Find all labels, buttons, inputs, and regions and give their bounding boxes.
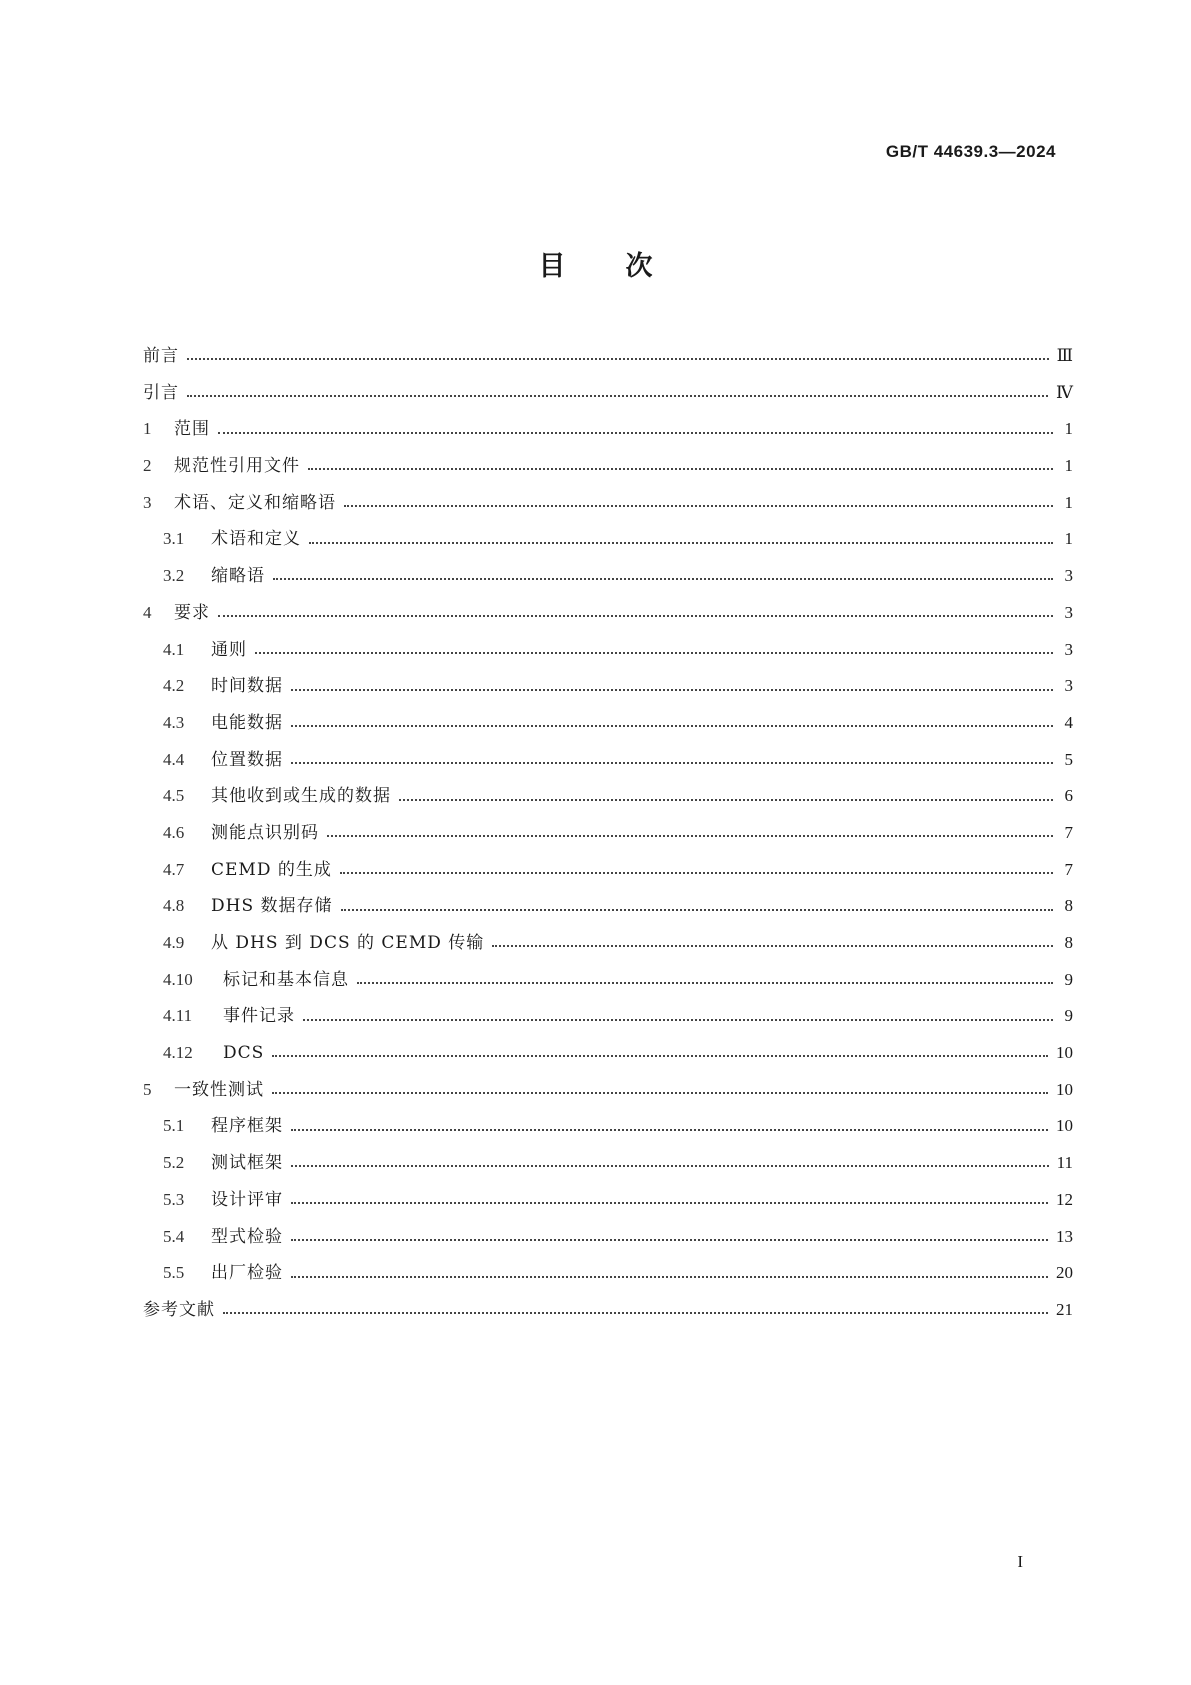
dot-leader <box>187 395 1048 397</box>
toc-entry-number: 4.2 <box>163 676 185 696</box>
toc-entry[interactable] <box>143 485 1073 522</box>
toc-entry[interactable] <box>143 595 1073 632</box>
toc-entry-page: 9 <box>1064 969 1073 989</box>
standard-number: GB/T 44639.3—2024 <box>885 142 1056 161</box>
dot-leader <box>187 358 1049 360</box>
toc-entry-page: Ⅲ <box>1056 346 1073 365</box>
toc-entry-title: 缩略语 <box>211 566 265 587</box>
toc-entry[interactable] <box>143 375 1073 412</box>
dot-leader <box>255 652 1053 654</box>
dot-leader <box>291 689 1053 691</box>
dot-leader <box>308 468 1053 470</box>
toc-entry-title: 其他收到或生成的数据 <box>211 786 391 807</box>
toc-entry-page: 9 <box>1064 1006 1073 1026</box>
toc-entry-title: 要求 <box>174 602 210 623</box>
toc-entry-title: 时间数据 <box>211 676 283 697</box>
dot-leader <box>291 1165 1049 1167</box>
toc-entry-page: 3 <box>1064 602 1073 622</box>
toc-entry-title: 一致性测试 <box>174 1079 264 1100</box>
toc-entry-title: 引言 <box>143 382 179 403</box>
dot-leader <box>291 1239 1048 1241</box>
toc-entry[interactable] <box>143 888 1073 925</box>
toc-entry-page: 5 <box>1064 749 1073 769</box>
toc-entry-page: 10 <box>1056 1043 1073 1063</box>
toc-entry-number: 4.8 <box>163 896 185 916</box>
dot-leader <box>272 1055 1048 1057</box>
toc-entry-number: 5 <box>143 1079 152 1099</box>
toc-entry-page: 10 <box>1056 1116 1073 1136</box>
toc-entry-page: 10 <box>1056 1079 1073 1099</box>
toc-entry[interactable] <box>143 998 1073 1035</box>
toc-entry-page: 3 <box>1064 676 1073 696</box>
toc-entry-title: 范围 <box>174 419 210 440</box>
toc-entry-title: CEMD 的生成 <box>211 859 332 880</box>
toc-entry-title: DCS <box>223 1043 265 1064</box>
toc-entry-number: 4.1 <box>163 639 185 659</box>
dot-leader <box>291 1276 1048 1278</box>
toc-entry[interactable] <box>143 852 1073 889</box>
toc-entry[interactable] <box>143 558 1073 595</box>
toc-entry-number: 4.4 <box>163 749 185 769</box>
toc-entry[interactable] <box>143 448 1073 485</box>
toc-entry[interactable] <box>143 705 1073 742</box>
dot-leader <box>399 799 1053 801</box>
toc-entry-page: Ⅳ <box>1056 382 1073 402</box>
toc-entry-title: DHS 数据存储 <box>211 896 333 917</box>
toc-entry-page: 8 <box>1064 896 1073 916</box>
toc-entry-title: 参考文献 <box>143 1299 215 1320</box>
page-number: I <box>1017 1552 1023 1571</box>
toc-entry-number: 4.6 <box>163 822 185 842</box>
dot-leader <box>327 835 1053 837</box>
toc-entry[interactable] <box>143 1035 1073 1072</box>
dot-leader <box>291 1129 1048 1131</box>
toc-entry-title: 电能数据 <box>211 712 283 733</box>
table-of-contents <box>143 338 1073 1329</box>
toc-entry[interactable] <box>143 1255 1073 1292</box>
toc-entry[interactable] <box>143 668 1073 705</box>
toc-entry[interactable] <box>143 1219 1073 1256</box>
toc-entry-number: 3 <box>143 492 152 512</box>
toc-entry-number: 3.1 <box>163 529 185 549</box>
toc-entry-page: 8 <box>1064 933 1073 952</box>
toc-entry-title: 设计评审 <box>211 1189 283 1210</box>
toc-entry-title: 测试框架 <box>211 1153 283 1174</box>
dot-leader <box>340 872 1053 874</box>
toc-entry-title: 标记和基本信息 <box>223 969 349 990</box>
toc-entry[interactable] <box>143 962 1073 999</box>
toc-entry-page: 1 <box>1064 419 1073 439</box>
toc-entry-page: 6 <box>1064 786 1073 806</box>
toc-entry-page: 11 <box>1056 1153 1073 1173</box>
toc-entry-number: 4.9 <box>163 933 185 952</box>
toc-entry[interactable] <box>143 521 1073 558</box>
toc-entry-number: 4.5 <box>163 786 185 806</box>
toc-entry[interactable] <box>143 338 1073 375</box>
toc-entry-number: 4.7 <box>163 859 185 879</box>
toc-entry-number: 4.10 <box>163 969 193 989</box>
toc-entry[interactable] <box>143 1072 1073 1109</box>
toc-entry[interactable] <box>143 632 1073 669</box>
toc-entry-page: 7 <box>1064 822 1073 842</box>
toc-entry-page: 12 <box>1056 1189 1073 1209</box>
toc-entry-title: 术语和定义 <box>211 529 301 550</box>
toc-entry-page: 21 <box>1056 1299 1073 1319</box>
toc-entry-title: 位置数据 <box>211 749 283 770</box>
toc-entry-title: 事件记录 <box>223 1006 295 1027</box>
toc-entry-page: 7 <box>1064 859 1073 879</box>
toc-entry-number: 1 <box>143 419 152 439</box>
toc-entry-page: 3 <box>1064 639 1073 659</box>
toc-entry-number: 5.2 <box>163 1153 185 1173</box>
toc-entry-number: 5.3 <box>163 1189 185 1209</box>
dot-leader <box>309 542 1053 544</box>
dot-leader <box>291 762 1053 764</box>
dot-leader <box>291 1202 1048 1204</box>
dot-leader <box>291 725 1053 727</box>
dot-leader <box>273 578 1053 580</box>
toc-entry-page: 20 <box>1056 1263 1073 1283</box>
toc-entry-page: 3 <box>1064 566 1073 586</box>
toc-entry-title: 规范性引用文件 <box>174 456 300 477</box>
toc-entry-number: 5.1 <box>163 1116 185 1136</box>
dot-leader <box>357 982 1053 984</box>
toc-entry[interactable] <box>143 1145 1073 1182</box>
dot-leader <box>272 1092 1048 1094</box>
toc-entry[interactable] <box>143 925 1073 962</box>
toc-entry-title: 测能点识别码 <box>211 822 319 843</box>
page-title: 目次 <box>538 251 713 282</box>
toc-entry-number: 4 <box>143 602 152 622</box>
toc-entry-page: 1 <box>1064 492 1073 512</box>
toc-entry-page: 1 <box>1064 456 1073 476</box>
toc-entry-number: 5.5 <box>163 1263 185 1283</box>
dot-leader <box>303 1019 1053 1021</box>
toc-entry-number: 4.12 <box>163 1043 193 1063</box>
toc-entry-title: 前言 <box>143 346 179 366</box>
toc-entry-number: 2 <box>143 456 152 476</box>
toc-entry[interactable] <box>143 778 1073 815</box>
toc-entry[interactable] <box>143 1182 1073 1219</box>
dot-leader <box>218 615 1053 617</box>
toc-entry[interactable] <box>143 411 1073 448</box>
toc-entry-number: 4.11 <box>163 1006 193 1026</box>
toc-entry-page: 13 <box>1056 1226 1073 1246</box>
toc-entry-page: 1 <box>1064 529 1073 549</box>
toc-entry-number: 3.2 <box>163 566 185 586</box>
toc-entry-title: 型式检验 <box>211 1226 283 1247</box>
toc-entry-number: 4.3 <box>163 712 185 732</box>
dot-leader <box>341 909 1053 911</box>
toc-entry[interactable] <box>143 1108 1073 1145</box>
toc-entry-title: 术语、定义和缩略语 <box>174 492 336 513</box>
toc-entry-page: 4 <box>1064 712 1073 732</box>
toc-entry[interactable] <box>143 1292 1073 1329</box>
toc-entry[interactable] <box>143 815 1073 852</box>
dot-leader <box>223 1312 1048 1314</box>
toc-entry-title: 程序框架 <box>211 1116 283 1137</box>
dot-leader <box>218 432 1053 434</box>
toc-entry-title: 通则 <box>211 639 247 660</box>
toc-entry-number: 5.4 <box>163 1226 185 1246</box>
dot-leader <box>344 505 1053 507</box>
toc-entry[interactable] <box>143 742 1073 779</box>
toc-entry-title: 从 DHS 到 DCS 的 CEMD 传输 <box>211 933 485 953</box>
dot-leader <box>492 945 1053 947</box>
toc-entry-title: 出厂检验 <box>211 1263 283 1284</box>
